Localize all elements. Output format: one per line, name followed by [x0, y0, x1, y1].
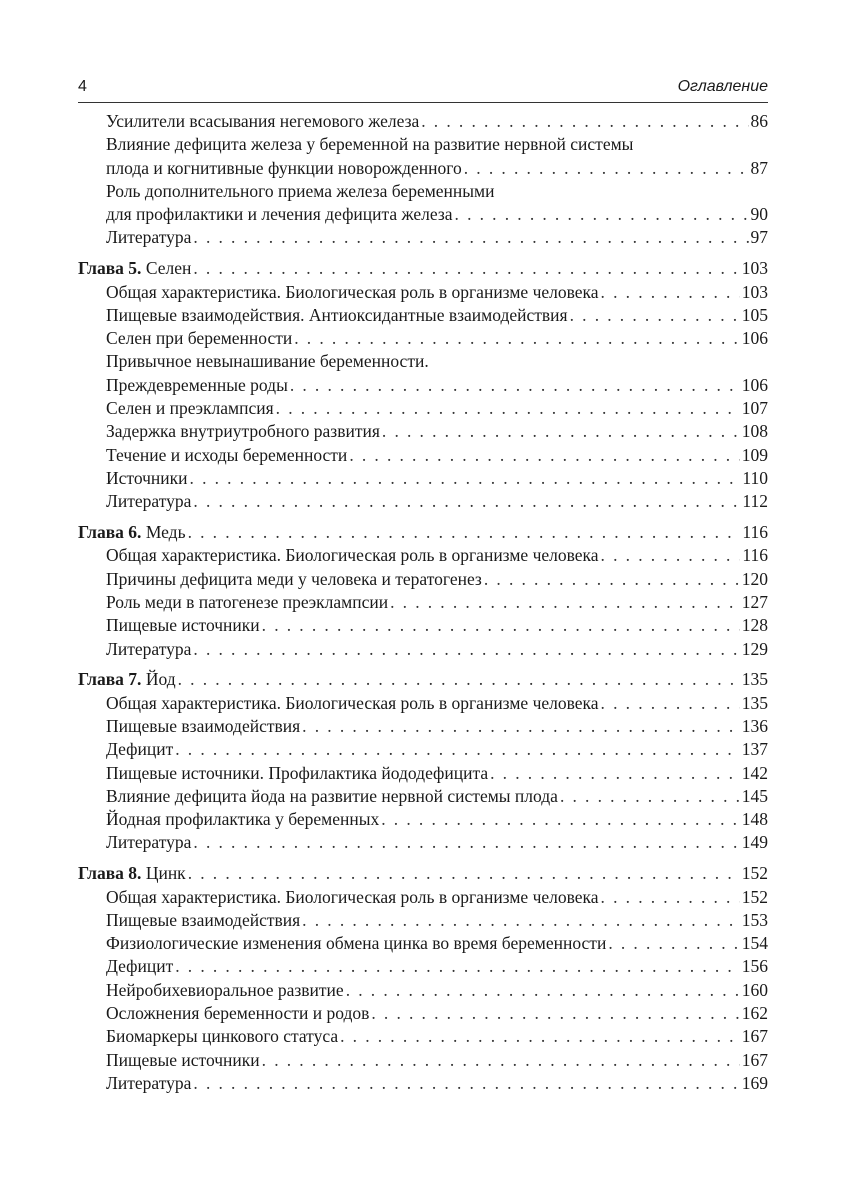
toc-label: Дефицит	[106, 956, 174, 977]
toc-page-number: 112	[742, 491, 768, 512]
toc-page-number: 97	[750, 227, 768, 248]
toc-entry-line	[78, 180, 768, 203]
dot-leader	[193, 831, 739, 854]
dot-leader	[190, 467, 741, 490]
running-title: Оглавление	[677, 78, 768, 95]
toc-page-number: 152	[741, 863, 768, 884]
toc-label: плода и когнитивные функции новорожденного	[106, 157, 462, 178]
toc-entry	[78, 327, 768, 350]
toc-label	[78, 668, 176, 691]
dot-leader	[346, 979, 740, 1002]
dot-leader	[193, 257, 739, 280]
toc-label: Общая характеристика. Биологическая роль в организме человека	[106, 692, 599, 713]
toc-label: Йодная профилактика у беременных	[106, 809, 380, 830]
toc-page-number: 109	[741, 444, 768, 465]
dot-leader	[302, 715, 740, 738]
toc-page-number: 128	[741, 615, 768, 636]
chapter-title: Цинк	[141, 863, 186, 884]
toc-label: Пищевые взаимодействия	[106, 909, 301, 930]
toc-chapter	[78, 257, 768, 280]
toc-label: Роль дополнительного приема железа беременными	[106, 180, 495, 201]
toc-chapter	[78, 862, 768, 885]
toc-entry	[78, 886, 768, 909]
toc-label: Течение и исходы беременности	[106, 444, 348, 465]
toc-entry	[78, 955, 768, 978]
toc-page-number: 129	[741, 638, 768, 659]
toc-entry-line	[78, 350, 768, 373]
toc-entry	[78, 715, 768, 738]
dot-leader	[484, 568, 740, 591]
toc-page-number: 106	[741, 374, 768, 395]
toc-label: Литература	[106, 638, 192, 659]
toc-entry	[78, 692, 768, 715]
toc-entry	[78, 614, 768, 637]
toc-page-number: 108	[741, 421, 768, 442]
toc-label: Селен и преэклампсия	[106, 398, 274, 419]
toc-entry	[78, 979, 768, 1002]
toc-entry	[78, 203, 768, 226]
toc-label: Общая характеристика. Биологическая роль в организме человека	[106, 281, 599, 302]
toc-entry	[78, 226, 768, 249]
dot-leader	[188, 521, 741, 544]
toc-label	[78, 521, 186, 544]
toc-page-number: 169	[741, 1072, 768, 1093]
chapter-number: Глава 7.	[78, 669, 142, 690]
page-number: 4	[78, 78, 87, 95]
toc-entry	[78, 1072, 768, 1095]
toc-page-number: 110	[742, 467, 768, 488]
toc-entry	[78, 467, 768, 490]
dot-leader	[262, 1049, 740, 1072]
toc-page-number: 105	[741, 304, 768, 325]
dot-leader	[193, 490, 740, 513]
toc-label: Нейробихевиоральное развитие	[106, 979, 344, 1000]
table-of-contents	[78, 110, 768, 1095]
toc-page-number: 135	[741, 692, 768, 713]
toc-label: Общая характеристика. Биологическая роль в организме человека	[106, 886, 599, 907]
toc-label: Общая характеристика. Биологическая роль в организме человека	[106, 545, 599, 566]
toc-entry	[78, 591, 768, 614]
toc-label: для профилактики и лечения дефицита железа	[106, 204, 453, 225]
toc-label: Биомаркеры цинкового статуса	[106, 1026, 339, 1047]
toc-page-number: 160	[741, 979, 768, 1000]
toc-label	[78, 257, 191, 280]
dot-leader	[302, 909, 740, 932]
toc-label: Пищевые взаимодействия	[106, 715, 301, 736]
dot-leader	[340, 1025, 740, 1048]
toc-label: Осложнения беременности и родов	[106, 1002, 370, 1023]
dot-leader	[601, 886, 740, 909]
toc-page-number: 87	[750, 157, 768, 178]
chapter-title: Йод	[141, 669, 176, 690]
toc-page-number: 127	[741, 591, 768, 612]
toc-label: Пищевые взаимодействия. Антиоксидантные взаимодействия	[106, 304, 568, 325]
dot-leader	[570, 304, 740, 327]
toc-entry	[78, 638, 768, 661]
toc-entry	[78, 110, 768, 133]
toc-page-number: 152	[741, 886, 768, 907]
chapter-title: Селен	[141, 258, 192, 279]
toc-label: Задержка внутриутробного развития	[106, 421, 380, 442]
toc-entry	[78, 738, 768, 761]
toc-entry	[78, 568, 768, 591]
dot-leader	[601, 544, 741, 567]
dot-leader	[490, 762, 740, 785]
toc-entry	[78, 490, 768, 513]
toc-entry	[78, 831, 768, 854]
toc-chapter	[78, 521, 768, 544]
toc-chapter	[78, 668, 768, 691]
toc-entry	[78, 1025, 768, 1048]
toc-page-number: 136	[741, 715, 768, 736]
toc-label: Литература	[106, 832, 192, 853]
dot-leader	[294, 327, 740, 350]
toc-label: Пищевые источники	[106, 1049, 260, 1070]
dot-leader	[175, 738, 740, 761]
toc-page-number: 142	[741, 762, 768, 783]
dot-leader	[421, 110, 748, 133]
toc-page-number: 103	[741, 281, 768, 302]
toc-entry	[78, 785, 768, 808]
toc-label: Роль меди в патогенезе преэклампсии	[106, 591, 389, 612]
toc-label: Пищевые источники	[106, 615, 260, 636]
dot-leader	[178, 668, 740, 691]
dot-leader	[262, 614, 740, 637]
toc-entry	[78, 932, 768, 955]
toc-page-number: 167	[741, 1026, 768, 1047]
dot-leader	[276, 397, 740, 420]
dot-leader	[175, 955, 740, 978]
toc-label: Влияние дефицита йода на развитие нервной системы плода	[106, 785, 558, 806]
chapter-number: Глава 5.	[78, 258, 142, 279]
toc-label: Влияние дефицита железа у беременной на развитие нервной системы	[106, 134, 634, 155]
chapter-number: Глава 6.	[78, 522, 142, 543]
toc-label: Физиологические изменения обмена цинка во время беременности	[106, 933, 607, 954]
dot-leader	[382, 420, 740, 443]
dot-leader	[193, 1072, 739, 1095]
toc-entry	[78, 304, 768, 327]
page-header	[78, 76, 768, 103]
toc-page-number: 90	[750, 204, 768, 225]
toc-page-number: 156	[741, 956, 768, 977]
toc-label: Пищевые источники. Профилактика йододефицита	[106, 762, 489, 783]
toc-entry	[78, 544, 768, 567]
toc-page-number: 120	[741, 568, 768, 589]
toc-page-number: 137	[741, 739, 768, 760]
toc-label: Источники	[106, 467, 188, 488]
chapter-number: Глава 8.	[78, 863, 142, 884]
toc-label: Литература	[106, 491, 192, 512]
dot-leader	[371, 1002, 739, 1025]
dot-leader	[601, 281, 740, 304]
dot-leader	[349, 444, 739, 467]
toc-entry	[78, 762, 768, 785]
toc-label: Преждевременные роды	[106, 374, 288, 395]
toc-label: Усилители всасывания негемового железа	[106, 111, 420, 131]
toc-page-number: 149	[741, 832, 768, 853]
toc-page-number: 103	[741, 258, 768, 279]
toc-page-number: 135	[741, 669, 768, 690]
toc-page-number: 116	[742, 522, 768, 543]
toc-page-number: 162	[741, 1002, 768, 1023]
dot-leader	[455, 203, 749, 226]
toc-entry	[78, 1002, 768, 1025]
toc-entry	[78, 909, 768, 932]
toc-entry	[78, 281, 768, 304]
toc-label	[78, 862, 186, 885]
toc-page-number: 145	[741, 785, 768, 806]
toc-entry-line	[78, 133, 768, 156]
toc-page-number: 148	[741, 809, 768, 830]
dot-leader	[193, 226, 748, 249]
toc-page-number: 154	[741, 933, 768, 954]
toc-page-number: 116	[742, 545, 768, 566]
toc-page-number: 107	[741, 398, 768, 419]
toc-label: Привычное невынашивание беременности.	[106, 351, 429, 372]
toc-page-number: 153	[741, 909, 768, 930]
dot-leader	[193, 638, 739, 661]
dot-leader	[560, 785, 740, 808]
toc-entry	[78, 808, 768, 831]
toc-entry	[78, 157, 768, 180]
toc-label: Литература	[106, 227, 192, 248]
toc-entry	[78, 374, 768, 397]
toc-entry	[78, 420, 768, 443]
toc-label: Селен при беременности	[106, 328, 293, 349]
toc-entry	[78, 444, 768, 467]
toc-page-number: 86	[750, 111, 768, 131]
dot-leader	[290, 374, 740, 397]
dot-leader	[188, 862, 740, 885]
toc-entry	[78, 1049, 768, 1072]
dot-leader	[390, 591, 740, 614]
toc-label: Литература	[106, 1072, 192, 1093]
dot-leader	[601, 692, 740, 715]
dot-leader	[608, 932, 739, 955]
toc-page-number: 106	[741, 328, 768, 349]
toc-label: Дефицит	[106, 739, 174, 760]
toc-label: Причины дефицита меди у человека и тератогенез	[106, 568, 482, 589]
dot-leader	[381, 808, 740, 831]
chapter-title: Медь	[141, 522, 186, 543]
toc-page-number: 167	[741, 1049, 768, 1070]
toc-entry	[78, 397, 768, 420]
dot-leader	[464, 157, 749, 180]
